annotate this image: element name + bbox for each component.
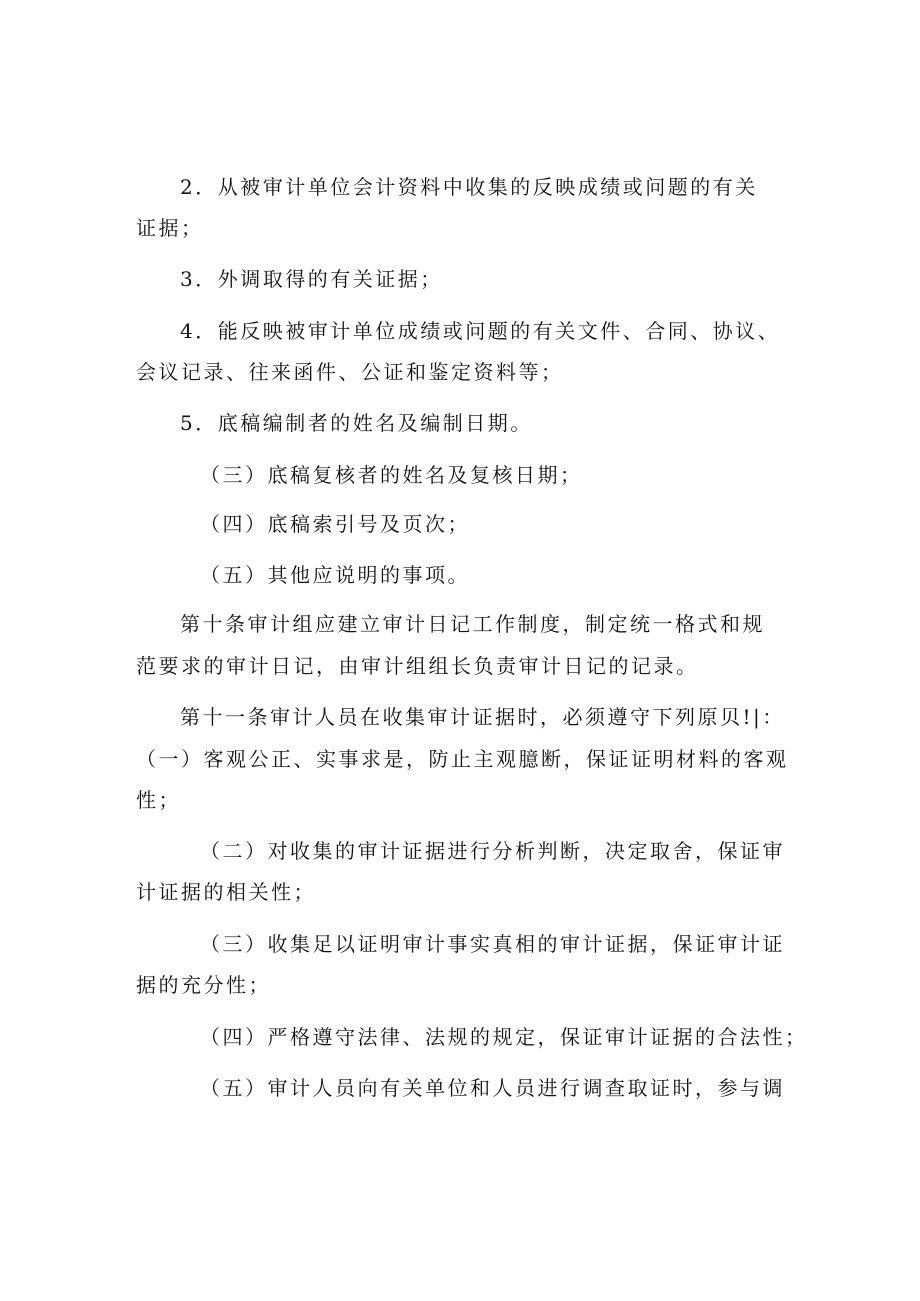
text-line: （三）收集足以证明审计事实真相的审计证据，保证审计证 xyxy=(200,932,785,956)
text-line: （二）对收集的审计证据进行分析判断，决定取舍，保证审 xyxy=(200,839,785,863)
text-line: 2．从被审计单位会计资料中收集的反映成绩或问题的有关 xyxy=(180,175,758,199)
text-line: （一）客观公正、实事求是，防止主观臆断，保证证明材料的客观 xyxy=(136,747,789,771)
text-line: （三）底稿复核者的姓名及复核日期； xyxy=(200,463,583,487)
text-line: 第十一条审计人员在收集审计证据时，必须遵守下列原贝!|： xyxy=(180,705,785,729)
text-line: 4．能反映被审计单位成绩或问题的有关文件、合同、协议、 xyxy=(180,319,781,343)
text-line: 范要求的审计日记，由审计组组长负责审计日记的记录。 xyxy=(136,654,699,678)
text-line: 会议记录、往来函件、公证和鉴定资料等； xyxy=(136,360,564,384)
text-line: （五）其他应说明的事项。 xyxy=(200,563,470,587)
text-line: 3．外调取得的有关证据； xyxy=(180,267,443,291)
text-line: （四）严格遵守法律、法规的规定，保证审计证据的合法性； xyxy=(200,1025,808,1049)
text-line: 第十条审计组应建立审计日记工作制度，制定统一格式和规 xyxy=(180,612,765,636)
text-line: （四）底稿索引号及页次； xyxy=(200,512,470,536)
text-line: 5．底稿编制者的姓名及编制日期。 xyxy=(180,411,533,435)
text-line: 证据； xyxy=(136,216,204,240)
text-line: 性； xyxy=(136,788,181,812)
text-line: 计证据的相关性； xyxy=(136,880,316,904)
text-line: 据的充分性； xyxy=(136,973,271,997)
text-line: （五）审计人员向有关单位和人员进行调查取证时，参与调 xyxy=(200,1076,785,1100)
